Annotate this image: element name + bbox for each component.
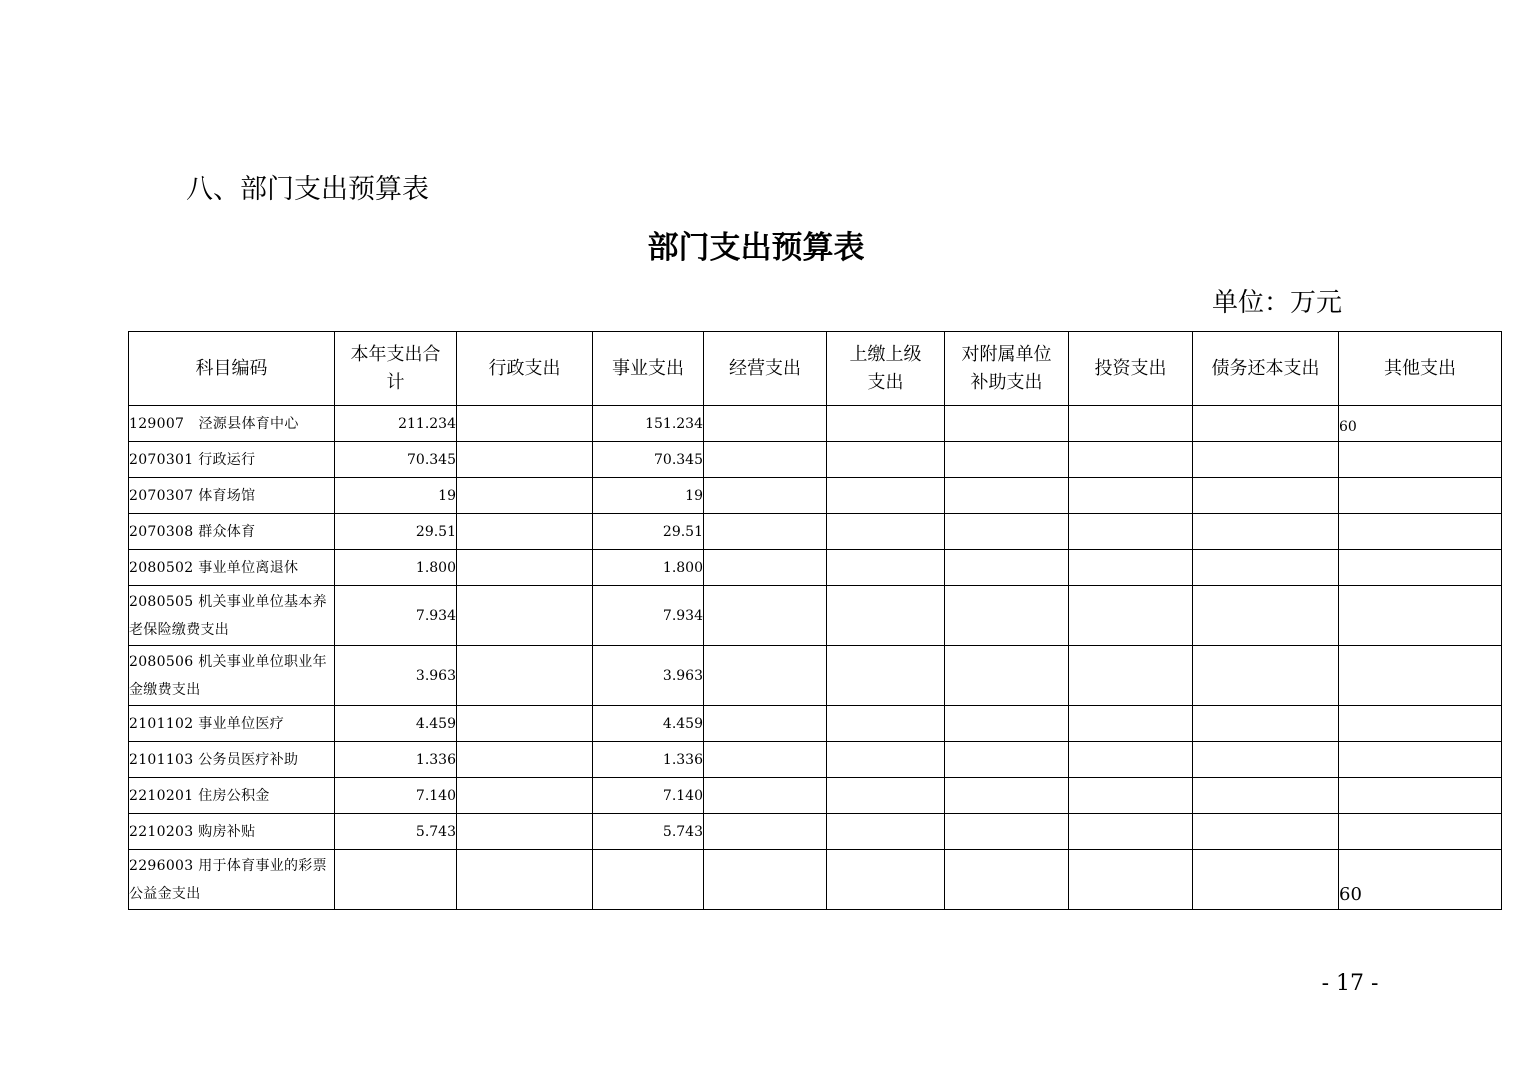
operating-cell xyxy=(704,850,827,910)
admin-cell xyxy=(457,742,593,778)
total-cell: 19 xyxy=(335,478,457,514)
subsidy-cell xyxy=(945,850,1069,910)
header-total: 本年支出合计 xyxy=(335,332,457,406)
business-cell: 151.234 xyxy=(593,406,704,442)
total-cell: 7.934 xyxy=(335,586,457,646)
invest-cell xyxy=(1069,550,1193,586)
remit-cell xyxy=(827,778,945,814)
total-cell: 29.51 xyxy=(335,514,457,550)
business-cell: 3.963 xyxy=(593,646,704,706)
subject-code-cell: 2080502 事业单位离退休 xyxy=(129,550,335,586)
other-cell xyxy=(1339,550,1502,586)
debt-cell xyxy=(1193,742,1339,778)
subject-code-cell: 2070307 体育场馆 xyxy=(129,478,335,514)
other-cell: 60 xyxy=(1339,850,1502,910)
subsidy-cell xyxy=(945,586,1069,646)
table-row xyxy=(129,814,1502,850)
operating-cell xyxy=(704,586,827,646)
table-row xyxy=(129,406,1502,442)
remit-cell xyxy=(827,406,945,442)
business-cell: 4.459 xyxy=(593,706,704,742)
table-row xyxy=(129,478,1502,514)
table-row xyxy=(129,646,1502,706)
other-cell xyxy=(1339,706,1502,742)
expenditure-budget-table xyxy=(128,331,1502,910)
other-cell xyxy=(1339,442,1502,478)
header-invest: 投资支出 xyxy=(1069,332,1193,406)
header-operating: 经营支出 xyxy=(704,332,827,406)
total-cell: 4.459 xyxy=(335,706,457,742)
remit-cell xyxy=(827,442,945,478)
debt-cell xyxy=(1193,478,1339,514)
other-cell xyxy=(1339,478,1502,514)
total-cell: 7.140 xyxy=(335,778,457,814)
business-cell: 1.336 xyxy=(593,742,704,778)
business-cell: 70.345 xyxy=(593,442,704,478)
invest-cell xyxy=(1069,586,1193,646)
admin-cell xyxy=(457,550,593,586)
admin-cell xyxy=(457,514,593,550)
other-cell xyxy=(1339,646,1502,706)
header-subsidy: 对附属单位补助支出 xyxy=(945,332,1069,406)
invest-cell xyxy=(1069,850,1193,910)
operating-cell xyxy=(704,706,827,742)
subject-code-cell: 2101102 事业单位医疗 xyxy=(129,706,335,742)
admin-cell xyxy=(457,814,593,850)
header-debt: 债务还本支出 xyxy=(1193,332,1339,406)
header-row xyxy=(129,332,1502,406)
subject-code-cell: 129007 泾源县体育中心 xyxy=(129,406,335,442)
business-cell: 29.51 xyxy=(593,514,704,550)
invest-cell xyxy=(1069,646,1193,706)
table-header xyxy=(129,332,1502,406)
table-body xyxy=(129,406,1502,910)
invest-cell xyxy=(1069,742,1193,778)
subject-code-cell: 2101103 公务员医疗补助 xyxy=(129,742,335,778)
table-row xyxy=(129,742,1502,778)
operating-cell xyxy=(704,406,827,442)
debt-cell xyxy=(1193,646,1339,706)
table-row xyxy=(129,706,1502,742)
subsidy-cell xyxy=(945,742,1069,778)
operating-cell xyxy=(704,814,827,850)
debt-cell xyxy=(1193,550,1339,586)
subsidy-cell xyxy=(945,814,1069,850)
subject-code-cell: 2070301 行政运行 xyxy=(129,442,335,478)
subsidy-cell xyxy=(945,778,1069,814)
table-row xyxy=(129,442,1502,478)
table-row xyxy=(129,778,1502,814)
admin-cell xyxy=(457,706,593,742)
subsidy-cell xyxy=(945,646,1069,706)
invest-cell xyxy=(1069,478,1193,514)
admin-cell xyxy=(457,646,593,706)
header-business: 事业支出 xyxy=(593,332,704,406)
operating-cell xyxy=(704,646,827,706)
invest-cell xyxy=(1069,706,1193,742)
subsidy-cell xyxy=(945,406,1069,442)
admin-cell xyxy=(457,586,593,646)
operating-cell xyxy=(704,442,827,478)
remit-cell xyxy=(827,586,945,646)
business-cell: 5.743 xyxy=(593,814,704,850)
invest-cell xyxy=(1069,814,1193,850)
other-cell xyxy=(1339,778,1502,814)
subject-code-cell: 2210201 住房公积金 xyxy=(129,778,335,814)
subsidy-cell xyxy=(945,550,1069,586)
header-remit: 上缴上级支出 xyxy=(827,332,945,406)
business-cell: 7.140 xyxy=(593,778,704,814)
invest-cell xyxy=(1069,514,1193,550)
debt-cell xyxy=(1193,586,1339,646)
remit-cell xyxy=(827,550,945,586)
invest-cell xyxy=(1069,442,1193,478)
subject-code-cell: 2080505 机关事业单位基本养老保险缴费支出 xyxy=(129,586,335,646)
subject-code-cell: 2080506 机关事业单位职业年金缴费支出 xyxy=(129,646,335,706)
total-cell xyxy=(335,850,457,910)
unit-label: 单位：万元 xyxy=(1212,288,1343,318)
operating-cell xyxy=(704,778,827,814)
debt-cell xyxy=(1193,778,1339,814)
subject-code-cell: 2296003 用于体育事业的彩票公益金支出 xyxy=(129,850,335,910)
table-row xyxy=(129,514,1502,550)
subsidy-cell xyxy=(945,514,1069,550)
subsidy-cell xyxy=(945,442,1069,478)
subject-code-cell: 2070308 群众体育 xyxy=(129,514,335,550)
header-other: 其他支出 xyxy=(1339,332,1502,406)
debt-cell xyxy=(1193,514,1339,550)
other-cell: 60 xyxy=(1339,406,1502,442)
subsidy-cell xyxy=(945,478,1069,514)
admin-cell xyxy=(457,442,593,478)
total-cell: 1.800 xyxy=(335,550,457,586)
business-cell: 19 xyxy=(593,478,704,514)
other-cell xyxy=(1339,742,1502,778)
admin-cell xyxy=(457,778,593,814)
table-row xyxy=(129,550,1502,586)
business-cell: 1.800 xyxy=(593,550,704,586)
header-admin: 行政支出 xyxy=(457,332,593,406)
business-cell xyxy=(593,850,704,910)
remit-cell xyxy=(827,814,945,850)
remit-cell xyxy=(827,706,945,742)
table-row xyxy=(129,586,1502,646)
other-cell xyxy=(1339,814,1502,850)
total-cell: 5.743 xyxy=(335,814,457,850)
remit-cell xyxy=(827,478,945,514)
debt-cell xyxy=(1193,850,1339,910)
section-heading: 八、部门支出预算表 xyxy=(186,174,429,205)
debt-cell xyxy=(1193,706,1339,742)
debt-cell xyxy=(1193,442,1339,478)
admin-cell xyxy=(457,478,593,514)
total-cell: 3.963 xyxy=(335,646,457,706)
remit-cell xyxy=(827,514,945,550)
operating-cell xyxy=(704,550,827,586)
subsidy-cell xyxy=(945,706,1069,742)
invest-cell xyxy=(1069,778,1193,814)
total-cell: 70.345 xyxy=(335,442,457,478)
debt-cell xyxy=(1193,406,1339,442)
business-cell: 7.934 xyxy=(593,586,704,646)
page-number: - 17 - xyxy=(1321,971,1379,996)
header-subject-code: 科目编码 xyxy=(129,332,335,406)
operating-cell xyxy=(704,478,827,514)
other-cell xyxy=(1339,514,1502,550)
table-row xyxy=(129,850,1502,910)
invest-cell xyxy=(1069,406,1193,442)
remit-cell xyxy=(827,850,945,910)
other-cell xyxy=(1339,586,1502,646)
table-title: 部门支出预算表 xyxy=(647,230,865,266)
debt-cell xyxy=(1193,814,1339,850)
operating-cell xyxy=(704,742,827,778)
subject-code-cell: 2210203 购房补贴 xyxy=(129,814,335,850)
total-cell: 1.336 xyxy=(335,742,457,778)
admin-cell xyxy=(457,406,593,442)
remit-cell xyxy=(827,646,945,706)
admin-cell xyxy=(457,850,593,910)
remit-cell xyxy=(827,742,945,778)
operating-cell xyxy=(704,514,827,550)
total-cell: 211.234 xyxy=(335,406,457,442)
